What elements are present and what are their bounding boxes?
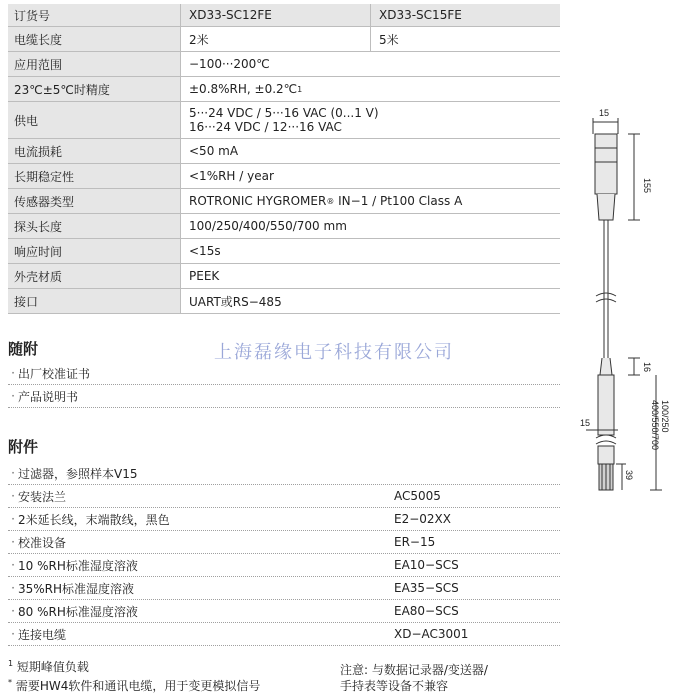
probe-diagram — [566, 100, 674, 500]
order-number-label: 订货号 — [8, 4, 180, 26]
accessory-code: EA10−SCS — [394, 558, 459, 572]
table-row — [8, 623, 560, 646]
footnotes — [8, 656, 328, 694]
probe-collar-shape — [600, 358, 612, 375]
probe-taper-shape — [597, 194, 615, 220]
table-row — [8, 600, 560, 623]
table-row — [8, 462, 560, 485]
break-mark-2 — [596, 299, 616, 302]
dim-top-height: 155 — [642, 178, 652, 194]
dim-16: 16 — [642, 362, 652, 373]
accessory-name: 安装法兰 — [18, 489, 67, 504]
probe-head-shape — [595, 134, 617, 194]
accessory-code: XD−AC3001 — [394, 627, 469, 641]
bullet-icon: · — [11, 512, 15, 526]
spec-header-row — [8, 4, 560, 27]
spec-row-cable — [8, 27, 560, 52]
footnote-2 — [8, 675, 328, 694]
accessory-code: ER−15 — [394, 535, 436, 549]
spec-row-housing — [8, 264, 560, 289]
table-row — [8, 531, 560, 554]
note-line-1: 注意: 与数据记录器/变送器/ — [340, 663, 488, 677]
accessory-name: 35%RH标准湿度溶液 — [18, 581, 135, 596]
spec-table — [8, 4, 560, 314]
stability-label: 长期稳定性 — [8, 164, 180, 188]
spec-row-accuracy — [8, 77, 560, 102]
sensor-value-post: IN−1 / Pt100 Class A — [334, 194, 463, 208]
bullet-icon: · — [11, 581, 15, 595]
accessory-code: EA80−SCS — [394, 604, 459, 618]
footnote-2-mark: * — [8, 678, 12, 687]
current-value: <50 mA — [180, 139, 560, 163]
footnote-1 — [8, 656, 328, 675]
sensor-value-pre: ROTRONIC HYGROMER — [189, 194, 327, 208]
spec-row-probe — [8, 214, 560, 239]
cable-length-b: 5米 — [379, 32, 399, 47]
compatibility-note — [340, 662, 488, 694]
dim-top-width: 15 — [599, 108, 610, 118]
accessories-title: 附件 — [8, 438, 39, 456]
interface-label: 接口 — [8, 289, 180, 313]
accuracy-value: ±0.8%RH, ±0.2℃ — [189, 82, 298, 96]
table-row — [8, 508, 560, 531]
sensor-label: 传感器类型 — [8, 189, 180, 213]
accessory-code: E2−02XX — [394, 512, 451, 526]
accompany-item-certificate: 出厂校准证书 — [18, 366, 91, 381]
power-line2: 16···24 VDC / 12···16 VAC — [189, 120, 342, 134]
bullet-icon: · — [11, 604, 15, 618]
accuracy-label: 23℃±5℃时精度 — [8, 77, 180, 101]
dim-probe-b: 400/550/700 — [650, 400, 660, 451]
footnote-2-text: 需要HW4软件和通讯电缆，用于变更模拟信号 — [15, 679, 261, 693]
table-row — [8, 554, 560, 577]
housing-label: 外壳材质 — [8, 264, 180, 288]
footnote-1-text: 短期峰值负载 — [16, 660, 89, 674]
range-label: 应用范围 — [8, 52, 180, 76]
table-row — [8, 485, 560, 508]
spec-row-range — [8, 52, 560, 77]
accessory-name: 2米延长线，末端散线，黑色 — [18, 512, 170, 527]
dim-39: 39 — [624, 470, 634, 481]
model-a: XD33-SC12FE — [181, 4, 371, 26]
footnote-1-mark: 1 — [8, 659, 14, 668]
bullet-icon: · — [11, 535, 15, 549]
dim-probe-a: 100/250 — [660, 400, 670, 433]
note-line-2: 手持表等设备不兼容 — [340, 679, 449, 693]
spec-row-current — [8, 139, 560, 164]
spec-row-stability — [8, 164, 560, 189]
break-mark-1 — [596, 293, 616, 296]
stability-value: <1%RH / year — [180, 164, 560, 188]
response-label: 响应时间 — [8, 239, 180, 263]
company-watermark: 上海磊缘电子科技有限公司 — [214, 342, 454, 363]
probe-length-value: 100/250/400/550/700 mm — [180, 214, 560, 238]
table-row — [8, 577, 560, 600]
probe-length-label: 探头长度 — [8, 214, 180, 238]
spec-row-interface — [8, 289, 560, 314]
list-item — [8, 362, 560, 385]
accessory-code: EA35−SCS — [394, 581, 459, 595]
accessory-name: 连接电缆 — [18, 627, 67, 642]
bullet-icon: · — [11, 366, 15, 380]
bullet-icon: · — [11, 389, 15, 403]
cable-length-a: 2米 — [181, 27, 371, 51]
bullet-icon: · — [11, 489, 15, 503]
model-b: XD33-SC15FE — [379, 8, 462, 22]
accessory-name: 过滤器，参照样本V15 — [18, 466, 138, 481]
accessory-name: 校准设备 — [18, 535, 67, 550]
registered-mark: ® — [326, 196, 335, 206]
accessory-name: 80 %RH标准湿度溶液 — [18, 604, 138, 619]
bullet-icon: · — [11, 466, 15, 480]
accessories-list — [8, 462, 560, 646]
range-value: −100···200℃ — [180, 52, 560, 76]
accompany-item-manual: 产品说明书 — [18, 389, 79, 404]
dim-bottom-width: 15 — [580, 418, 591, 428]
response-value: <15s — [180, 239, 560, 263]
accessory-code: AC5005 — [394, 489, 441, 503]
sensor-value-cell — [180, 189, 560, 213]
housing-value: PEEK — [180, 264, 560, 288]
accuracy-footnote-mark: 1 — [297, 84, 303, 94]
spec-row-power — [8, 102, 560, 139]
current-label: 电流损耗 — [8, 139, 180, 163]
spec-row-response — [8, 239, 560, 264]
cable-length-label: 电缆长度 — [8, 27, 180, 51]
probe-body-shape — [598, 375, 614, 435]
bullet-icon: · — [11, 627, 15, 641]
bullet-icon: · — [11, 558, 15, 572]
accompany-list — [8, 362, 560, 408]
accompany-title: 随附 — [8, 340, 39, 358]
list-item — [8, 385, 560, 408]
power-line1: 5···24 VDC / 5···16 VAC (0...1 V) — [189, 106, 379, 120]
accuracy-value-cell — [180, 77, 560, 101]
power-label: 供电 — [8, 102, 180, 138]
accessory-name: 10 %RH标准湿度溶液 — [18, 558, 138, 573]
spec-row-sensor — [8, 189, 560, 214]
interface-value: UART或RS−485 — [180, 289, 560, 313]
